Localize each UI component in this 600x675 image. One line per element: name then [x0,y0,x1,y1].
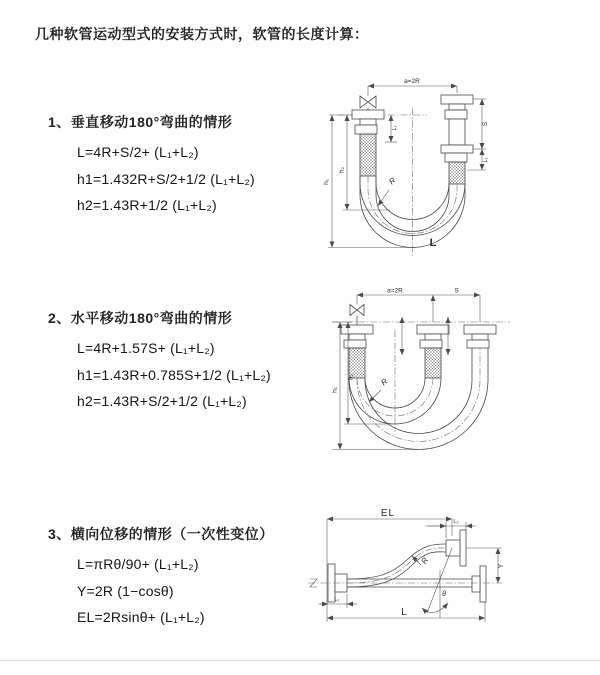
dim-label-l1-left: L₁ [392,125,398,131]
left-fitting [341,325,373,381]
formula-line: h1=1.432R+S/2+1/2 (L₁+L₂) [77,170,255,187]
formula-line: h1=1.43R+0.785S+1/2 (L₁+L₂) [77,366,271,383]
middle-fitting [417,325,449,378]
section-3-heading: 3、横向位移的情形（一次性变位） [48,526,274,542]
dim-label-h1: h₁ [331,387,339,393]
diagram-horizontal-180-bend [305,280,600,465]
section-2-formulas [77,335,271,415]
dim-label-s: S [482,121,489,127]
page-bottom-rule [0,660,600,661]
formula-line: EL=2Rsinθ+ (L₁+L₂) [77,609,205,625]
dim-label-h2: h₂ [338,166,346,174]
dim-label-a2r: a=2R [387,287,403,295]
dim-label-l2: L₂ [453,519,459,525]
dim-label-l1-right: L₁ [483,157,489,163]
left-fitting [352,110,384,176]
dim-label-r: R [419,555,431,566]
lower-right-fitting [472,566,486,602]
section-1-formulas [77,139,255,219]
valve-icon [360,96,376,110]
right-fitting [464,325,496,348]
section-1-heading: 1、垂直移动180°弯曲的情形 [48,114,233,130]
formula-line: h2=1.43R+S/2+1/2 (L₁+L₂) [77,393,247,409]
dim-label-l1: L₁ [334,597,340,603]
dim-label-h1: h₁ [323,179,330,185]
section-2-heading: 2、水平移动180°弯曲的情形 [48,310,233,326]
dim-label-s: S [454,287,459,295]
page-title: 几种软管运动型式的安装方式时，软管的长度计算： [35,26,369,42]
formula-line: L=πRθ/90+ (L₁+L₂) [77,556,199,572]
section-lateral-displacement [48,524,274,631]
dim-label-a2r: a=2R [404,78,420,85]
dim-label-r: R [387,175,398,187]
upper-right-fitting [446,530,466,566]
dim-label-theta: θ [442,591,446,598]
dim-label-el: EL [380,508,396,519]
formula-line: L=4R+S/2+ (L₁+L₂) [77,144,199,160]
dim-label-r: R [379,376,390,388]
dim-label-l: L [401,607,407,618]
section-horizontal-180 [48,308,271,415]
dim-label-l: L [429,237,437,249]
diagram-vertical-180-bend [305,70,600,265]
dim-label-y: Y [498,563,505,569]
formula-line: Y=2R (1−cosθ) [77,582,174,599]
diagram-lateral-displacement [300,500,600,655]
section-vertical-180 [48,112,255,219]
right-fitting [441,95,473,184]
section-3-formulas [77,551,274,631]
formula-line: L=4R+1.57S+ (L₁+L₂) [77,340,215,356]
dim-label-h2: h₂ [347,373,355,381]
formula-line: h2=1.43R+1/2 (L₁+L₂) [77,197,217,213]
valve-icon [350,295,364,325]
